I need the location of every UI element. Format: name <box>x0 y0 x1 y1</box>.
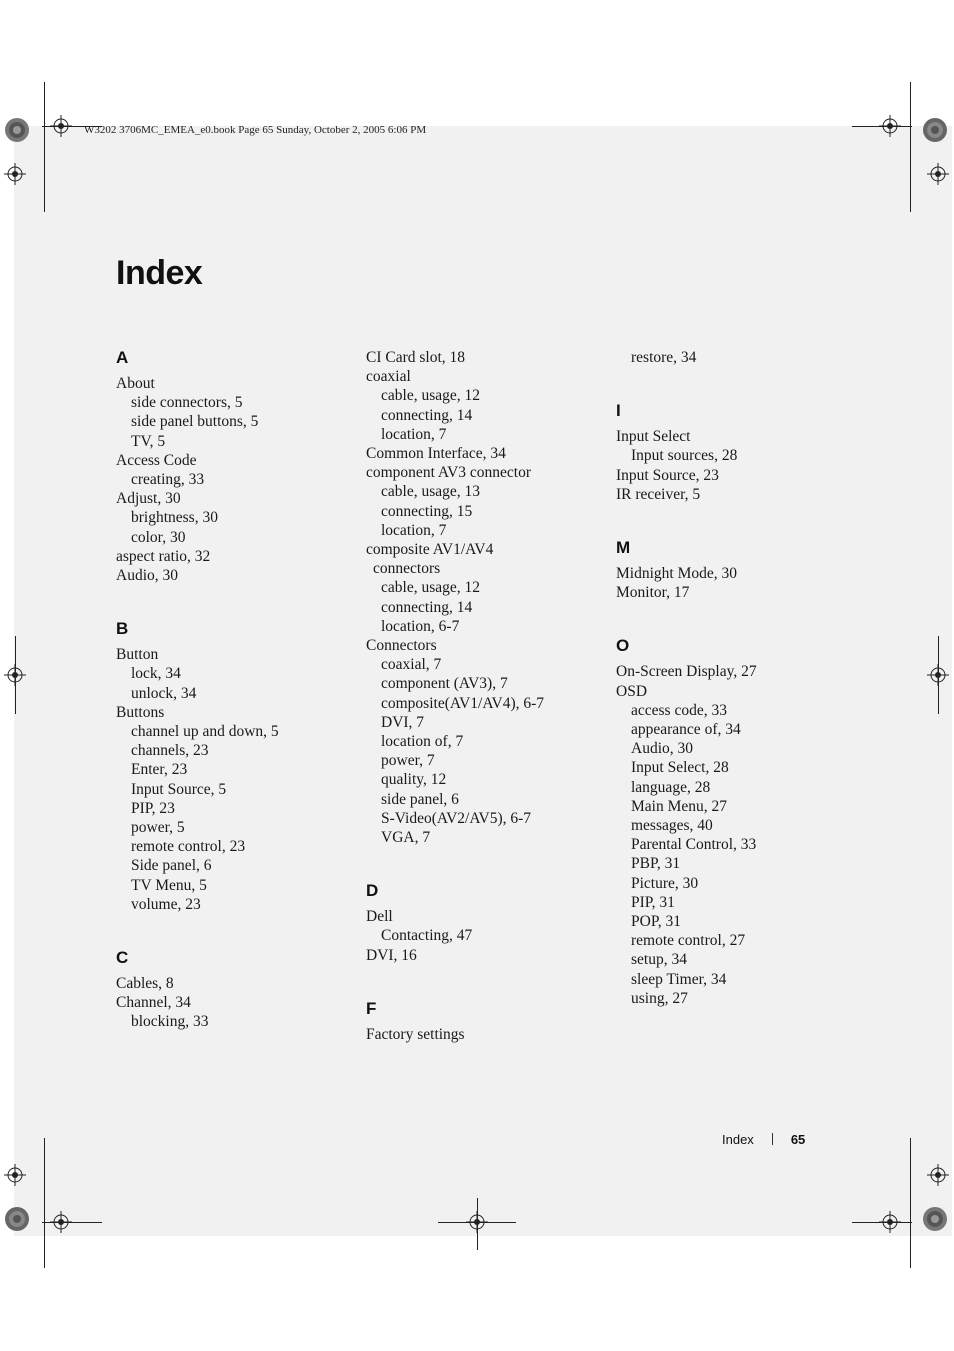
registration-mark-icon <box>927 664 949 686</box>
index-subentry: Parental Control, 33 <box>631 836 757 854</box>
index-subentry: Input sources, 28 <box>631 447 738 465</box>
print-header: W3202 3706MC_EMEA_e0.book Page 65 Sunday, October 2, 2005 6:06 PM <box>84 124 427 136</box>
section-gap <box>116 585 356 619</box>
index-letter-heading: F <box>366 998 377 1018</box>
index-subentry: location, 7 <box>381 521 447 539</box>
index-subentry: remote control, 23 <box>131 838 246 856</box>
section-gap <box>616 504 856 538</box>
color-target-icon <box>922 117 948 143</box>
color-target-icon <box>4 117 30 143</box>
index-subentry: Input Select, 28 <box>631 759 729 777</box>
index-subentry: connecting, 14 <box>381 598 473 616</box>
registration-mark-icon <box>466 1211 488 1233</box>
index-subentry: connecting, 15 <box>381 502 473 520</box>
index-subentry: component (AV3), 7 <box>381 675 508 693</box>
index-subentry: side panel, 6 <box>381 790 459 808</box>
index-entry: Channel, 34 <box>116 994 191 1012</box>
footer-divider <box>772 1133 773 1145</box>
index-entry: Dell <box>366 908 393 926</box>
index-subentry: side connectors, 5 <box>131 394 243 412</box>
index-entry: aspect ratio, 32 <box>116 547 211 565</box>
index-subentry: location, 7 <box>381 425 447 443</box>
index-entry: component AV3 connector <box>366 464 532 482</box>
index-entry: Input Select <box>616 428 691 446</box>
index-subentry: S-Video(AV2/AV5), 6-7 <box>381 809 532 827</box>
index-subentry: setup, 34 <box>631 951 687 969</box>
color-target-icon <box>4 1206 30 1232</box>
index-subentry: VGA, 7 <box>381 829 431 847</box>
registration-mark-icon <box>927 1164 949 1186</box>
index-entry: Common Interface, 34 <box>366 445 506 463</box>
index-column-3 <box>616 348 856 1008</box>
section-gap <box>366 847 606 881</box>
index-subentry: quality, 12 <box>381 771 447 789</box>
index-subentry: Input Source, 5 <box>131 780 227 798</box>
index-subentry: connecting, 14 <box>381 406 473 424</box>
index-subentry: PBP, 31 <box>631 855 681 873</box>
index-subentry: Enter, 23 <box>131 761 188 779</box>
section-gap <box>616 602 856 636</box>
index-column-2 <box>366 348 606 1044</box>
index-subentry: volume, 23 <box>131 895 201 913</box>
index-letter-heading: A <box>116 348 129 367</box>
index-subentry: remote control, 27 <box>631 932 746 950</box>
index-letter-heading: D <box>366 881 379 901</box>
section-gap <box>616 367 856 401</box>
index-entry: CI Card slot, 18 <box>366 349 466 366</box>
registration-mark-icon <box>927 163 949 185</box>
index-subentry: appearance of, 34 <box>631 721 741 739</box>
index-subentry: composite(AV1/AV4), 6-7 <box>381 694 545 712</box>
page-title: Index <box>116 254 203 292</box>
index-entry: On-Screen Display, 27 <box>616 663 757 681</box>
index-subentry: blocking, 33 <box>131 1013 209 1031</box>
index-entry: Access Code <box>116 451 197 469</box>
index-entry: Buttons <box>116 703 165 721</box>
index-subentry: using, 27 <box>631 989 688 1007</box>
page-number: 65 <box>790 1132 806 1147</box>
index-subentry: channels, 23 <box>131 742 209 760</box>
section-gap <box>116 914 356 948</box>
index-subentry: messages, 40 <box>631 817 713 835</box>
index-entry: Input Source, 23 <box>616 466 719 484</box>
index-subentry: unlock, 34 <box>131 684 197 702</box>
index-subentry: DVI, 7 <box>381 713 425 731</box>
index-subentry: cable, usage, 13 <box>381 483 480 501</box>
index-subentry: sleep Timer, 34 <box>631 970 727 988</box>
index-subentry: TV Menu, 5 <box>131 876 207 894</box>
index-letter-heading: C <box>116 948 129 968</box>
index-entry: Connectors <box>366 637 437 655</box>
index-subentry: restore, 34 <box>631 349 697 366</box>
index-subentry: POP, 31 <box>631 913 681 931</box>
index-entry: IR receiver, 5 <box>616 485 701 503</box>
index-letter-heading: B <box>116 619 129 639</box>
registration-mark-icon <box>879 1211 901 1233</box>
index-subentry: Side panel, 6 <box>131 857 212 875</box>
index-entry: Button <box>116 646 159 664</box>
index-subentry: TV, 5 <box>131 432 166 450</box>
index-subentry: language, 28 <box>631 778 711 796</box>
registration-mark-icon <box>50 115 72 137</box>
index-subentry: Audio, 30 <box>631 740 693 758</box>
index-subentry: location, 6-7 <box>381 617 460 635</box>
index-subentry: PIP, 23 <box>131 799 175 817</box>
registration-mark-icon <box>4 664 26 686</box>
index-subentry: side panel buttons, 5 <box>131 413 259 431</box>
index-subentry: Main Menu, 27 <box>631 797 728 815</box>
index-subentry: location of, 7 <box>381 733 464 751</box>
index-entry: OSD <box>616 682 648 700</box>
index-letter-heading: O <box>616 636 630 656</box>
index-entry: Adjust, 30 <box>116 490 181 508</box>
index-column-1 <box>116 348 356 1032</box>
index-subentry: power, 7 <box>381 752 435 770</box>
index-subentry: connectors <box>373 560 441 578</box>
index-subentry: power, 5 <box>131 819 185 837</box>
index-subentry: coaxial, 7 <box>381 656 442 674</box>
index-entry: Factory settings <box>366 1025 465 1043</box>
registration-mark-icon <box>4 1164 26 1186</box>
index-subentry: brightness, 30 <box>131 509 218 527</box>
section-gap <box>366 965 606 999</box>
index-entry: DVI, 16 <box>366 946 417 964</box>
index-entry: Cables, 8 <box>116 975 174 993</box>
index-subentry: creating, 33 <box>131 471 205 489</box>
index-subentry: lock, 34 <box>131 665 181 683</box>
page-footer <box>722 1132 805 1147</box>
index-entry: composite AV1/AV4 <box>366 541 494 559</box>
index-subentry: cable, usage, 12 <box>381 579 480 597</box>
index-letter-heading: M <box>616 538 631 558</box>
color-target-icon <box>922 1206 948 1232</box>
index-subentry: channel up and down, 5 <box>131 723 279 741</box>
index-entry: Monitor, 17 <box>616 584 690 602</box>
index-entry: About <box>116 375 155 392</box>
registration-mark-icon <box>4 163 26 185</box>
index-entry: coaxial <box>366 368 411 386</box>
registration-mark-icon <box>50 1211 72 1233</box>
index-subentry: Picture, 30 <box>631 874 699 892</box>
index-subentry: cable, usage, 12 <box>381 387 480 405</box>
footer-section: Index <box>722 1132 754 1147</box>
index-letter-heading: I <box>616 401 621 421</box>
registration-mark-icon <box>879 115 901 137</box>
index-subentry: color, 30 <box>131 528 186 546</box>
index-entry: Midnight Mode, 30 <box>616 565 737 583</box>
index-subentry: PIP, 31 <box>631 893 675 911</box>
index-subentry: access code, 33 <box>631 701 727 719</box>
index-subentry: Contacting, 47 <box>381 927 473 945</box>
index-entry: Audio, 30 <box>116 567 178 585</box>
